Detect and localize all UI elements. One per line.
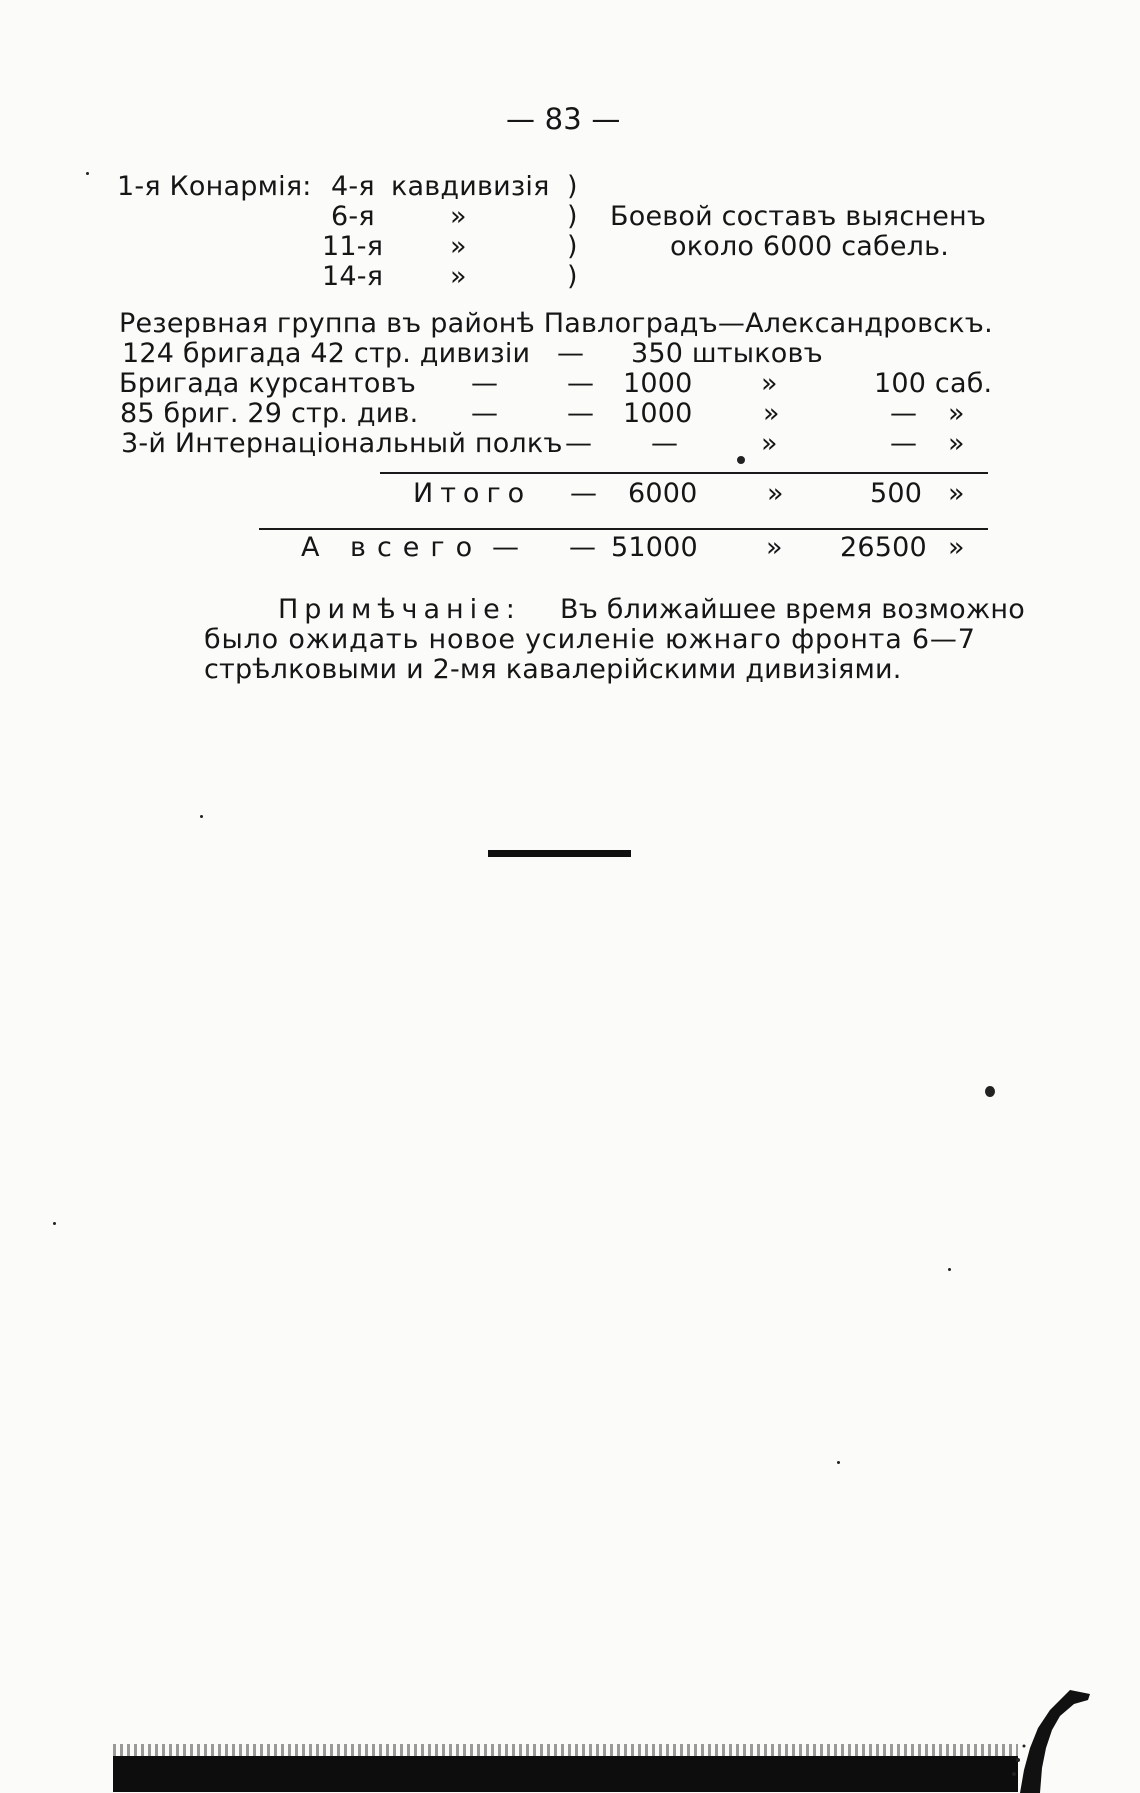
total-cavalry: 500 <box>870 478 923 509</box>
konarmia-row-name: » <box>450 261 467 292</box>
section-end-rule <box>488 850 631 857</box>
konarmia-row-paren: ) <box>567 201 578 232</box>
grand-total-mark: » <box>766 532 783 563</box>
grand-total-infantry: 51000 <box>611 532 698 563</box>
konarmia-note-line2: около 6000 сабель. <box>670 231 950 262</box>
page-number: — 83 — <box>506 102 621 136</box>
grand-total-cavalry: 26500 <box>840 532 927 563</box>
konarmia-label: 1-я Конармія: <box>117 171 312 202</box>
reserve-row-dash: — <box>557 338 585 369</box>
reserve-row-infantry: 350 штыковъ <box>631 338 823 369</box>
grand-total-dash: — <box>492 532 520 563</box>
total-cav-mark: » <box>948 478 965 509</box>
reserve-row-dash: — <box>471 398 499 429</box>
ink-speck <box>86 172 89 175</box>
scan-corner-artifact <box>1010 1690 1090 1793</box>
konarmia-row-name: » <box>450 231 467 262</box>
reserve-row-dash: — <box>565 428 593 459</box>
ink-speck <box>53 1222 56 1225</box>
konarmia-row-name: » <box>450 201 467 232</box>
reserve-row-infantry: 1000 <box>623 368 693 399</box>
total-dash: — <box>570 478 598 509</box>
reserve-row-cavalry: — <box>890 428 918 459</box>
ink-speck <box>985 1086 995 1097</box>
reserve-row-infantry: 1000 <box>623 398 693 429</box>
total-label: Итого <box>413 478 532 509</box>
reserve-heading: Резервная группа въ районѣ Павлоградъ—Александровскъ. <box>119 308 993 339</box>
total-rule <box>380 472 988 474</box>
reserve-row-name: Бригада курсантовъ <box>119 368 417 399</box>
ink-speck <box>837 1461 840 1464</box>
konarmia-row-name: кавдивизія <box>391 171 550 202</box>
reserve-row-dash: — <box>651 428 679 459</box>
reserve-row-name: 124 бригада 42 стр. дивизіи <box>122 338 531 369</box>
grand-total-rule <box>259 528 988 530</box>
note-label: Примѣчаніе: <box>278 594 521 625</box>
reserve-row-cav-mark: » <box>948 428 965 459</box>
note-line3: стрѣлковыми и 2-мя кавалерійскими дивизіями. <box>204 654 902 685</box>
reserve-row-mark: » <box>763 398 780 429</box>
reserve-row-mark: » <box>761 368 778 399</box>
reserve-row-name: 3-й Интернаціональный полкъ <box>121 428 563 459</box>
konarmia-row-num: 14-я <box>322 261 384 292</box>
grand-total-cav-mark: » <box>948 532 965 563</box>
total-mark: » <box>767 478 784 509</box>
reserve-row-dash: — <box>567 398 595 429</box>
ink-speck <box>948 1268 951 1271</box>
reserve-row-name: 85 бриг. 29 стр. див. <box>120 398 419 429</box>
konarmia-note-line1: Боевой составъ выясненъ <box>610 201 987 232</box>
reserve-row-cavalry: 100 саб. <box>874 368 993 399</box>
reserve-row-cav-mark: » <box>948 398 965 429</box>
ink-speck <box>737 456 745 464</box>
reserve-row-dash: — <box>567 368 595 399</box>
konarmia-row-paren: ) <box>567 261 578 292</box>
grand-total-dash: — <box>569 532 597 563</box>
total-infantry: 6000 <box>628 478 698 509</box>
scan-bottom-edge <box>113 1756 1018 1792</box>
reserve-row-cavalry: — <box>890 398 918 429</box>
konarmia-row-num: 11-я <box>322 231 384 262</box>
note-line2: было ожидать новое усиленіе южнаго фронта 6—7 <box>204 624 976 655</box>
konarmia-row-num: 6-я <box>331 201 375 232</box>
ink-speck <box>200 815 203 818</box>
grand-total-label: А всего <box>301 532 484 563</box>
konarmia-row-paren: ) <box>567 231 578 262</box>
konarmia-row-paren: ) <box>567 171 578 202</box>
note-line1-text: Въ ближайшее время возможно <box>560 594 1025 625</box>
reserve-row-mark: » <box>761 428 778 459</box>
reserve-row-dash: — <box>471 368 499 399</box>
konarmia-row-num: 4-я <box>331 171 375 202</box>
